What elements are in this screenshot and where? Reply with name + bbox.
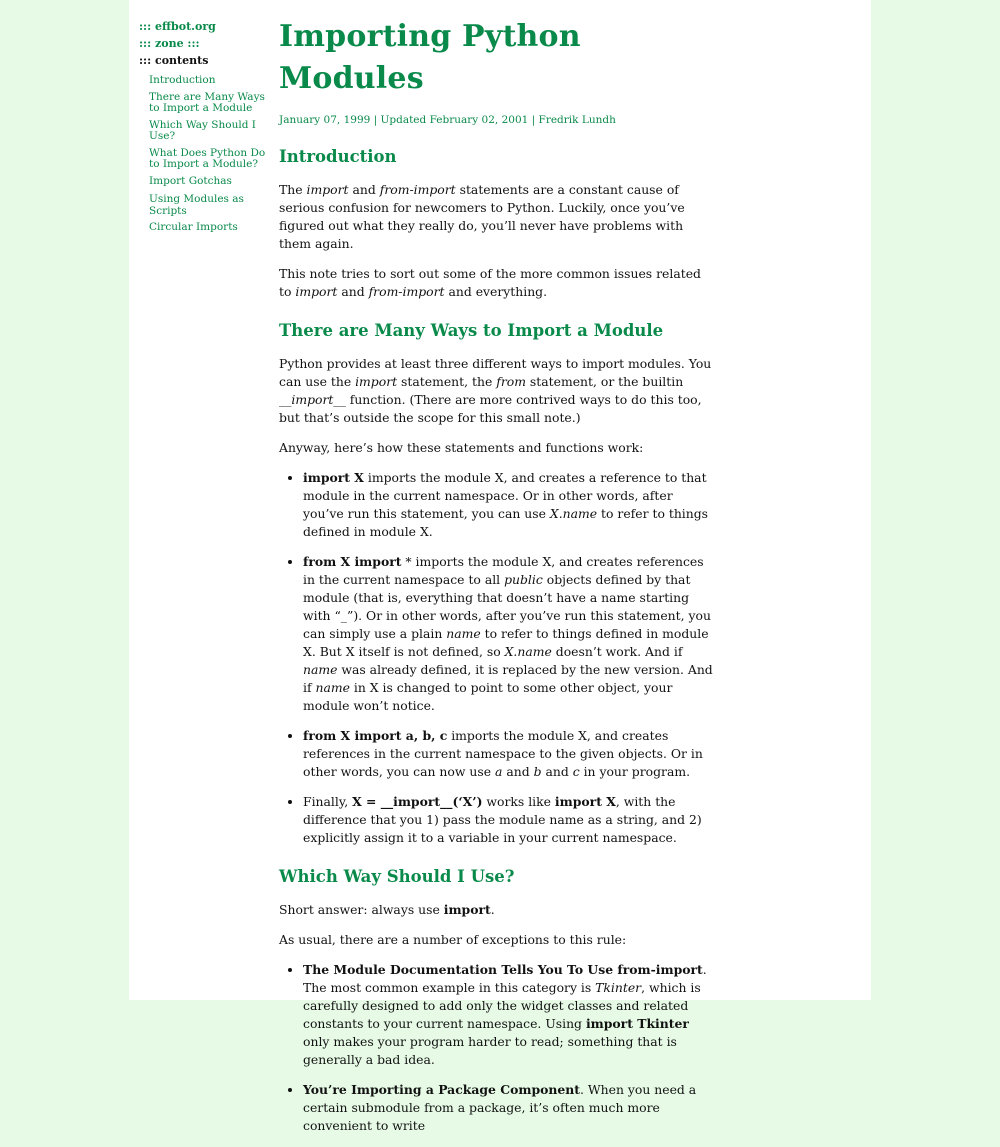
- ways-paragraph-2: Anyway, here’s how these statements and functions work:: [279, 440, 644, 455]
- sidebar: [139, 21, 267, 239]
- list-item: • import X imports the module X, and creates a reference to that module in the current namespace. Or in other words, after you’ve run this statement, you can use X.name to refer to things defined in module X.: [303, 469, 715, 541]
- toc-sublist: [149, 194, 267, 234]
- intro-paragraph-1: The import and from-import statements are a constant cause of serious confusion for newcomers to Python. Luckily, once you’ve figured out what they really do, you’ll never have problems with them again.: [279, 182, 685, 251]
- toc-item-which-way[interactable]: Which Way Should I Use?: [149, 118, 256, 142]
- heading-many-ways: There are Many Ways to Import a Module: [279, 321, 664, 340]
- toc-subitem-circular-imports[interactable]: Circular Imports: [149, 221, 238, 233]
- toc-item-many-ways[interactable]: There are Many Ways to Import a Module: [149, 90, 265, 114]
- page-content-column: [129, 0, 871, 1133]
- heading-which-way: Which Way Should I Use?: [279, 867, 515, 886]
- which-paragraph-2: As usual, there are a number of exceptions to this rule:: [279, 932, 627, 947]
- page-title: Importing Python Modules: [279, 19, 581, 96]
- toc-item-import-gotchas[interactable]: Import Gotchas: [149, 174, 232, 187]
- contents-label: ::: contents: [139, 54, 209, 67]
- list-item: • from X import * imports the module X, and creates references in the current namespace to all public objects defined by that module (that is, everything that doesn’t have a name starting with “_”). Or in other words, after you’ve run this statement, you can simply use a plain name to refer to things defined in module X. But X itself is not defined, so X.name doesn’t work. And if name was already defined, it is replaced by the new version. And if name in X is changed to point to some other object, your module won’t notice.: [303, 553, 715, 715]
- toc-item-what-python-does[interactable]: What Does Python Do to Import a Module?: [149, 146, 266, 170]
- meta-separator: |: [528, 114, 539, 126]
- zone-link[interactable]: ::: zone :::: [139, 37, 200, 50]
- updated-date: Updated February 02, 2001: [380, 114, 529, 126]
- ways-paragraph-1: Python provides at least three different ways to import modules. You can use the import statement, the from statement, or the builtin __import__ function. (There are more contrived ways to do this too, but that’s outside the scope for this small note.): [279, 356, 712, 425]
- which-paragraph-1: Short answer: always use import.: [279, 902, 495, 917]
- toc-subitem-modules-as-scripts[interactable]: Using Modules as Scripts: [149, 193, 244, 217]
- meta-separator: |: [370, 114, 381, 126]
- which-list: [279, 961, 715, 1135]
- list-item: • Finally, X = __import__(‘X’) works like import X, with the difference that you 1) pass the module name as a string, and 2) explicitly assign it to a variable in your current namespace.: [303, 793, 715, 847]
- ways-list: [279, 469, 715, 847]
- site-link[interactable]: ::: effbot.org: [139, 20, 216, 33]
- list-item: • from X import a, b, c imports the module X, and creates references in the current namespace to the given objects. Or in other words, you can now use a and b and c in your program.: [303, 727, 715, 781]
- toc-list: [149, 75, 267, 187]
- heading-introduction: Introduction: [279, 147, 397, 166]
- list-item: • The Module Documentation Tells You To Use from-import. The most common example in this category is Tkinter, which is carefully designed to add only the widget classes and related constants to your current namespace. Using import Tkinter only makes your program harder to read; something that is generally a bad idea.: [303, 961, 715, 1069]
- list-item: • You’re Importing a Package Component. When you need a certain submodule from a package, it’s often much more convenient to write: [303, 1081, 715, 1135]
- toc-item-introduction[interactable]: Introduction: [149, 74, 216, 86]
- article-meta: [279, 113, 715, 127]
- article: [279, 16, 715, 1147]
- author-link[interactable]: Fredrik Lundh: [538, 114, 616, 126]
- publish-date-link[interactable]: January 07, 1999: [279, 114, 371, 126]
- intro-paragraph-2: This note tries to sort out some of the more common issues related to import and from-import and everything.: [279, 266, 701, 299]
